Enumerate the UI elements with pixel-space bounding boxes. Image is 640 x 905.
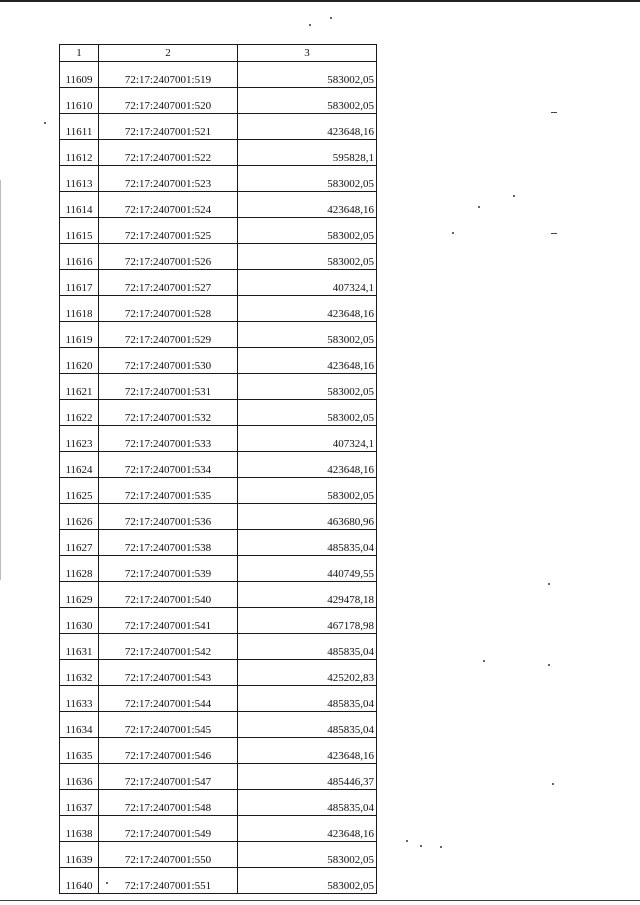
table-row — [60, 244, 377, 270]
table-row — [60, 374, 377, 400]
cadastral-number-cell: 72:17:2407001:527 — [99, 270, 238, 296]
table-row — [60, 166, 377, 192]
cadastral-value-cell: 425202,83 — [238, 660, 377, 686]
table-row — [60, 660, 377, 686]
row-number-cell: 11612 — [60, 140, 99, 166]
cadastral-value-cell: 583002,05 — [238, 166, 377, 192]
table-row — [60, 842, 377, 868]
row-number-cell: 11620 — [60, 348, 99, 374]
cadastral-value-cell: 440749,55 — [238, 556, 377, 582]
cadastral-number-cell: 72:17:2407001:522 — [99, 140, 238, 166]
cadastral-number-cell: 72:17:2407001:519 — [99, 62, 238, 88]
left-scan-edge — [0, 180, 1, 580]
row-number-cell: 11631 — [60, 634, 99, 660]
cadastral-number-cell: 72:17:2407001:532 — [99, 400, 238, 426]
row-number-cell: 11638 — [60, 816, 99, 842]
table-row — [60, 816, 377, 842]
scan-speck — [548, 583, 550, 585]
table-row — [60, 452, 377, 478]
cadastral-value-cell: 423648,16 — [238, 816, 377, 842]
cadastral-number-cell: 72:17:2407001:548 — [99, 790, 238, 816]
table-row — [60, 322, 377, 348]
scan-speck — [420, 845, 422, 847]
cadastral-number-cell: 72:17:2407001:538 — [99, 530, 238, 556]
row-number-cell: 11616 — [60, 244, 99, 270]
cadastral-value-cell: 583002,05 — [238, 842, 377, 868]
row-number-cell: 11637 — [60, 790, 99, 816]
scan-speck — [452, 232, 454, 234]
scan-speck — [478, 206, 480, 208]
scan-speck — [44, 122, 46, 124]
table-row — [60, 426, 377, 452]
row-number-cell: 11614 — [60, 192, 99, 218]
cadastral-number-cell: 72:17:2407001:546 — [99, 738, 238, 764]
cadastral-value-cell: 583002,05 — [238, 218, 377, 244]
row-number-cell: 11623 — [60, 426, 99, 452]
cadastral-value-cell: 583002,05 — [238, 868, 377, 894]
row-number-cell: 11611 — [60, 114, 99, 140]
cadastral-value-cell: 583002,05 — [238, 244, 377, 270]
table-row — [60, 478, 377, 504]
cadastral-number-cell: 72:17:2407001:544 — [99, 686, 238, 712]
cadastral-number-cell: 72:17:2407001:547 — [99, 764, 238, 790]
table-row — [60, 62, 377, 88]
row-number-cell: 11621 — [60, 374, 99, 400]
cadastral-value-table — [59, 44, 377, 894]
cadastral-number-cell: 72:17:2407001:525 — [99, 218, 238, 244]
cadastral-number-cell: 72:17:2407001:524 — [99, 192, 238, 218]
cadastral-number-cell: 72:17:2407001:540 — [99, 582, 238, 608]
cadastral-number-cell: 72:17:2407001:523 — [99, 166, 238, 192]
cadastral-number-cell: 72:17:2407001:534 — [99, 452, 238, 478]
row-number-cell: 11622 — [60, 400, 99, 426]
cadastral-number-cell: 72:17:2407001:529 — [99, 322, 238, 348]
cadastral-value-cell: 583002,05 — [238, 374, 377, 400]
cadastral-number-cell: 72:17:2407001:535 — [99, 478, 238, 504]
row-number-cell: 11636 — [60, 764, 99, 790]
row-number-cell: 11617 — [60, 270, 99, 296]
header-col-1: 1 — [60, 45, 99, 62]
cadastral-value-cell: 485446,37 — [238, 764, 377, 790]
table-row — [60, 348, 377, 374]
cadastral-number-cell: 72:17:2407001:521 — [99, 114, 238, 140]
cadastral-number-cell: 72:17:2407001:536 — [99, 504, 238, 530]
cadastral-number-cell: 72:17:2407001:539 — [99, 556, 238, 582]
table-row — [60, 400, 377, 426]
table-header — [60, 45, 377, 62]
row-number-cell: 11635 — [60, 738, 99, 764]
scan-speck — [483, 660, 485, 662]
cadastral-value-cell: 463680,96 — [238, 504, 377, 530]
row-number-cell: 11640 — [60, 868, 99, 894]
cadastral-value-cell: 485835,04 — [238, 634, 377, 660]
cadastral-number-cell: 72:17:2407001:520 — [99, 88, 238, 114]
table-row — [60, 556, 377, 582]
cadastral-number-cell: 72:17:2407001:526 — [99, 244, 238, 270]
cadastral-number-cell: 72:17:2407001:551 — [99, 868, 238, 894]
cadastral-number-cell: 72:17:2407001:549 — [99, 816, 238, 842]
row-number-cell: 11610 — [60, 88, 99, 114]
cadastral-value-cell: 423648,16 — [238, 296, 377, 322]
scan-dash — [551, 112, 557, 113]
row-number-cell: 11634 — [60, 712, 99, 738]
table-row — [60, 114, 377, 140]
table-row — [60, 140, 377, 166]
cadastral-value-cell: 423648,16 — [238, 192, 377, 218]
table-row — [60, 218, 377, 244]
cadastral-value-cell: 583002,05 — [238, 88, 377, 114]
table-row — [60, 738, 377, 764]
cadastral-value-cell: 485835,04 — [238, 712, 377, 738]
row-number-cell: 11619 — [60, 322, 99, 348]
cadastral-value-cell: 429478,18 — [238, 582, 377, 608]
cadastral-value-cell: 485835,04 — [238, 790, 377, 816]
table-row — [60, 88, 377, 114]
row-number-cell: 11615 — [60, 218, 99, 244]
cadastral-value-cell: 407324,1 — [238, 426, 377, 452]
cadastral-number-cell: 72:17:2407001:543 — [99, 660, 238, 686]
cadastral-value-cell: 467178,98 — [238, 608, 377, 634]
scan-speck — [309, 24, 311, 26]
row-number-cell: 11629 — [60, 582, 99, 608]
row-number-cell: 11632 — [60, 660, 99, 686]
table-row — [60, 712, 377, 738]
cadastral-number-cell: 72:17:2407001:550 — [99, 842, 238, 868]
cadastral-value-cell: 485835,04 — [238, 530, 377, 556]
row-number-cell: 11628 — [60, 556, 99, 582]
row-number-cell: 11633 — [60, 686, 99, 712]
cadastral-value-cell: 583002,05 — [238, 400, 377, 426]
table-body — [60, 62, 377, 894]
cadastral-number-cell: 72:17:2407001:530 — [99, 348, 238, 374]
cadastral-number-cell: 72:17:2407001:541 — [99, 608, 238, 634]
table-row — [60, 868, 377, 894]
top-scan-edge — [0, 0, 640, 2]
cadastral-number-cell: 72:17:2407001:542 — [99, 634, 238, 660]
cadastral-value-cell: 423648,16 — [238, 738, 377, 764]
cadastral-value-cell: 423648,16 — [238, 348, 377, 374]
row-number-cell: 11626 — [60, 504, 99, 530]
scan-speck — [552, 783, 554, 785]
cadastral-number-cell: 72:17:2407001:533 — [99, 426, 238, 452]
cadastral-number-cell: 72:17:2407001:531 — [99, 374, 238, 400]
bottom-scan-edge — [0, 900, 640, 901]
row-number-cell: 11613 — [60, 166, 99, 192]
cadastral-number-cell: 72:17:2407001:528 — [99, 296, 238, 322]
scan-speck — [330, 17, 332, 19]
row-number-cell: 11627 — [60, 530, 99, 556]
table-row — [60, 608, 377, 634]
row-number-cell: 11630 — [60, 608, 99, 634]
table-row — [60, 582, 377, 608]
scan-speck — [513, 195, 515, 197]
row-number-cell: 11625 — [60, 478, 99, 504]
cadastral-value-cell: 423648,16 — [238, 452, 377, 478]
table-row — [60, 790, 377, 816]
table-row — [60, 764, 377, 790]
table-row — [60, 530, 377, 556]
scan-speck — [548, 664, 550, 666]
cadastral-number-cell: 72:17:2407001:545 — [99, 712, 238, 738]
row-number-cell: 11624 — [60, 452, 99, 478]
cadastral-value-cell: 407324,1 — [238, 270, 377, 296]
cadastral-value-cell: 595828,1 — [238, 140, 377, 166]
header-col-3: 3 — [238, 45, 377, 62]
table-row — [60, 192, 377, 218]
scan-dash — [551, 233, 557, 234]
row-number-cell: 11618 — [60, 296, 99, 322]
cadastral-value-cell: 485835,04 — [238, 686, 377, 712]
cadastral-value-cell: 583002,05 — [238, 62, 377, 88]
header-col-2: 2 — [99, 45, 238, 62]
table-row — [60, 504, 377, 530]
table-row — [60, 634, 377, 660]
table-row — [60, 270, 377, 296]
row-number-cell: 11639 — [60, 842, 99, 868]
cadastral-value-cell: 583002,05 — [238, 478, 377, 504]
header-row — [60, 45, 377, 62]
row-number-cell: 11609 — [60, 62, 99, 88]
scan-speck — [406, 840, 408, 842]
scan-speck — [440, 846, 442, 848]
table-row — [60, 686, 377, 712]
cadastral-value-cell: 423648,16 — [238, 114, 377, 140]
table-row — [60, 296, 377, 322]
cadastral-value-cell: 583002,05 — [238, 322, 377, 348]
